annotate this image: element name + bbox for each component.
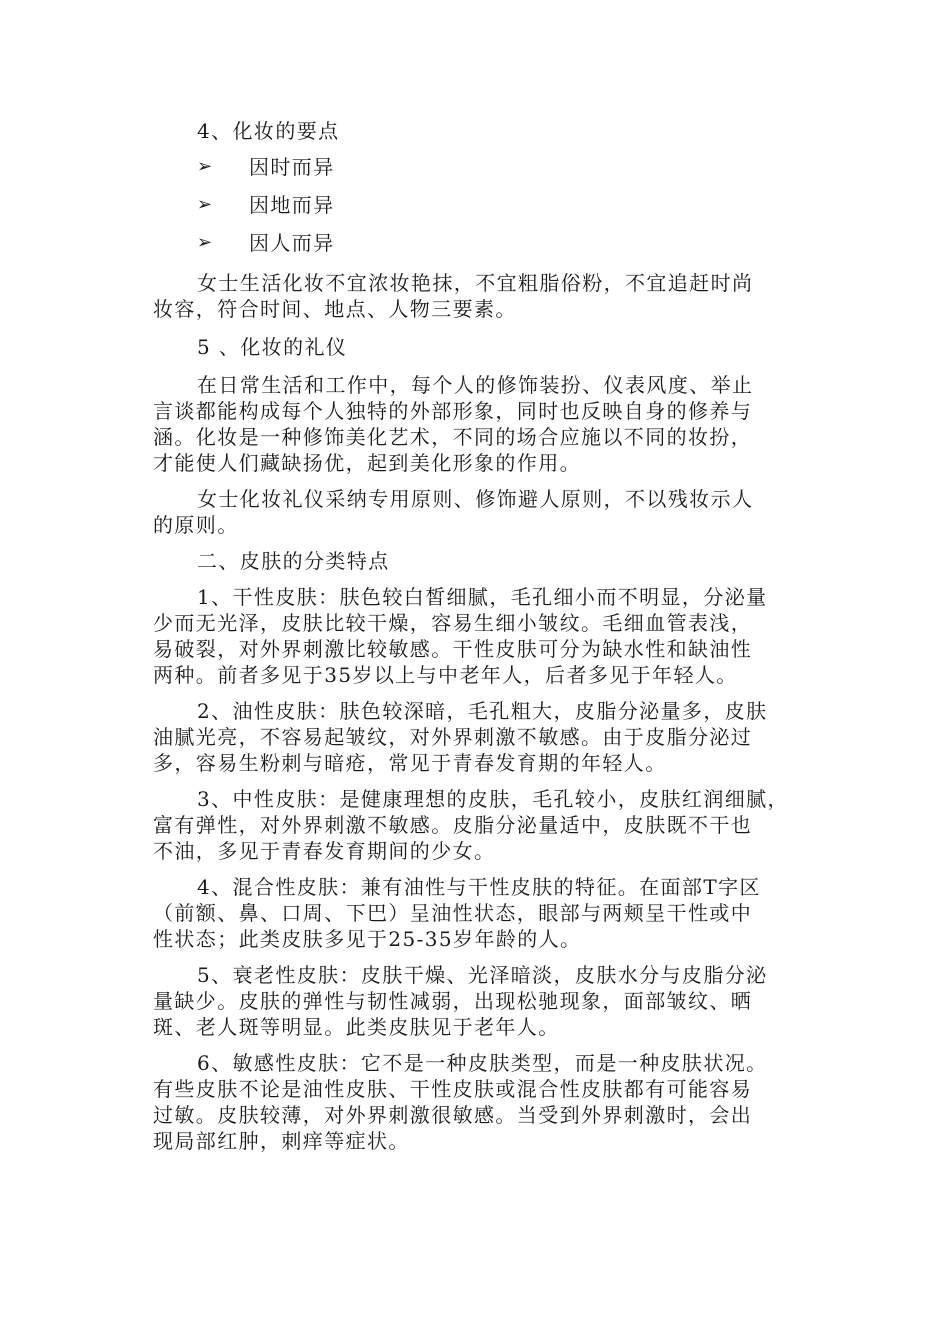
paragraph-line: 油腻光亮，不容易起皱纹，对外界刺激不敏感。由于皮脂分泌过 (153, 725, 753, 749)
paragraph-line: 富有弹性，对外界刺激不敏感。皮脂分泌量适中，皮肤既不干也 (153, 813, 753, 837)
paragraph-line: 涵。化妆是一种修饰美化艺术，不同的场合应施以不同的妆扮， (153, 425, 753, 449)
heading-makeup-etiquette: 5 、化妆的礼仪 (197, 335, 348, 359)
paragraph-line: 3、中性皮肤：是健康理想的皮肤，毛孔较小，皮肤红润细腻， (197, 787, 789, 811)
paragraph-line: 不油，多见于青春发育期间的少女。 (153, 839, 496, 863)
paragraph-line: 斑、老人斑等明显。此类皮肤见于老年人。 (153, 1015, 560, 1039)
arrow-bullet-icon: ➢ (197, 194, 213, 215)
paragraph-line: 现局部红肿，刺痒等症状。 (153, 1129, 410, 1153)
paragraph-line: 少而无光泽，皮肤比较干燥，容易生细小皱纹。毛细血管表浅， (153, 611, 753, 635)
paragraph-line: 多，容易生粉刺与暗疮，常见于青春发育期的年轻人。 (153, 751, 667, 775)
paragraph-line: 在日常生活和工作中，每个人的修饰装扮、仪表风度、举止 (197, 373, 754, 397)
paragraph-neutral-skin (153, 786, 805, 864)
heading-makeup-points: 4、化妆的要点 (197, 119, 340, 143)
bullet-item (197, 154, 805, 180)
paragraph-line: 妆容，符合时间、地点、人物三要素。 (153, 297, 517, 321)
heading-skin-types: 二、皮肤的分类特点 (197, 549, 390, 573)
paragraph-line: 女士生活化妆不宜浓妆艳抹，不宜粗脂俗粉，不宜追赶时尚 (197, 271, 754, 295)
bullet-item (197, 230, 805, 256)
paragraph-principles (153, 486, 805, 538)
bullet-text: 因人而异 (249, 231, 335, 255)
document-page (153, 118, 805, 1154)
paragraph-line: 5、衰老性皮肤：皮肤干燥、光泽暗淡，皮肤水分与皮脂分泌 (197, 963, 768, 987)
paragraph-line: 6、敏感性皮肤：它不是一种皮肤类型，而是一种皮肤状况。 (197, 1051, 768, 1075)
paragraph-line: 2、油性皮肤：肤色较深暗，毛孔粗大，皮脂分泌量多，皮肤 (197, 699, 768, 723)
paragraph-line: 有些皮肤不论是油性皮肤、干性皮肤或混合性皮肤都有可能容易 (153, 1077, 753, 1101)
bullet-item (197, 192, 805, 218)
paragraph-line: 才能使人们藏缺扬优，起到美化形象的作用。 (153, 451, 581, 475)
paragraph-line: 4、混合性皮肤：兼有油性与干性皮肤的特征。在面部T字区 (197, 875, 761, 899)
paragraph-oily-skin (153, 698, 805, 776)
paragraph-line: 的原则。 (153, 513, 239, 537)
arrow-bullet-icon: ➢ (197, 232, 213, 253)
paragraph-line: 言谈都能构成每个人独特的外部形象，同时也反映自身的修养与 (153, 399, 753, 423)
bullet-text: 因地而异 (249, 193, 335, 217)
paragraph-line: 量缺少。皮肤的弹性与韧性减弱，出现松驰现象，面部皱纹、晒 (153, 989, 753, 1013)
arrow-bullet-icon: ➢ (197, 156, 213, 177)
paragraph-line: 过敏。皮肤较薄，对外界刺激很敏感。当受到外界刺激时，会出 (153, 1103, 753, 1127)
paragraph-line: 两种。前者多见于35岁以上与中老年人，后者多见于年轻人。 (153, 663, 738, 687)
paragraph-dry-skin (153, 584, 805, 688)
paragraph-aging-skin (153, 962, 805, 1040)
paragraph-line: 1、干性皮肤：肤色较白皙细腻，毛孔细小而不明显，分泌量 (197, 585, 768, 609)
bullet-text: 因时而异 (249, 155, 335, 179)
paragraph-line: 易破裂，对外界刺激比较敏感。干性皮肤可分为缺水性和缺油性 (153, 637, 753, 661)
paragraph-personal-image (153, 372, 805, 476)
paragraph-line: （前额、鼻、口周、下巴）呈油性状态，眼部与两颊呈干性或中 (153, 901, 753, 925)
paragraph-combination-skin (153, 874, 805, 952)
paragraph-sensitive-skin (153, 1050, 805, 1154)
paragraph-line: 女士化妆礼仪采纳专用原则、修饰避人原则，不以残妆示人 (197, 487, 754, 511)
paragraph-line: 性状态；此类皮肤多见于25-35岁年龄的人。 (153, 927, 582, 951)
paragraph-daily-makeup (153, 270, 805, 322)
